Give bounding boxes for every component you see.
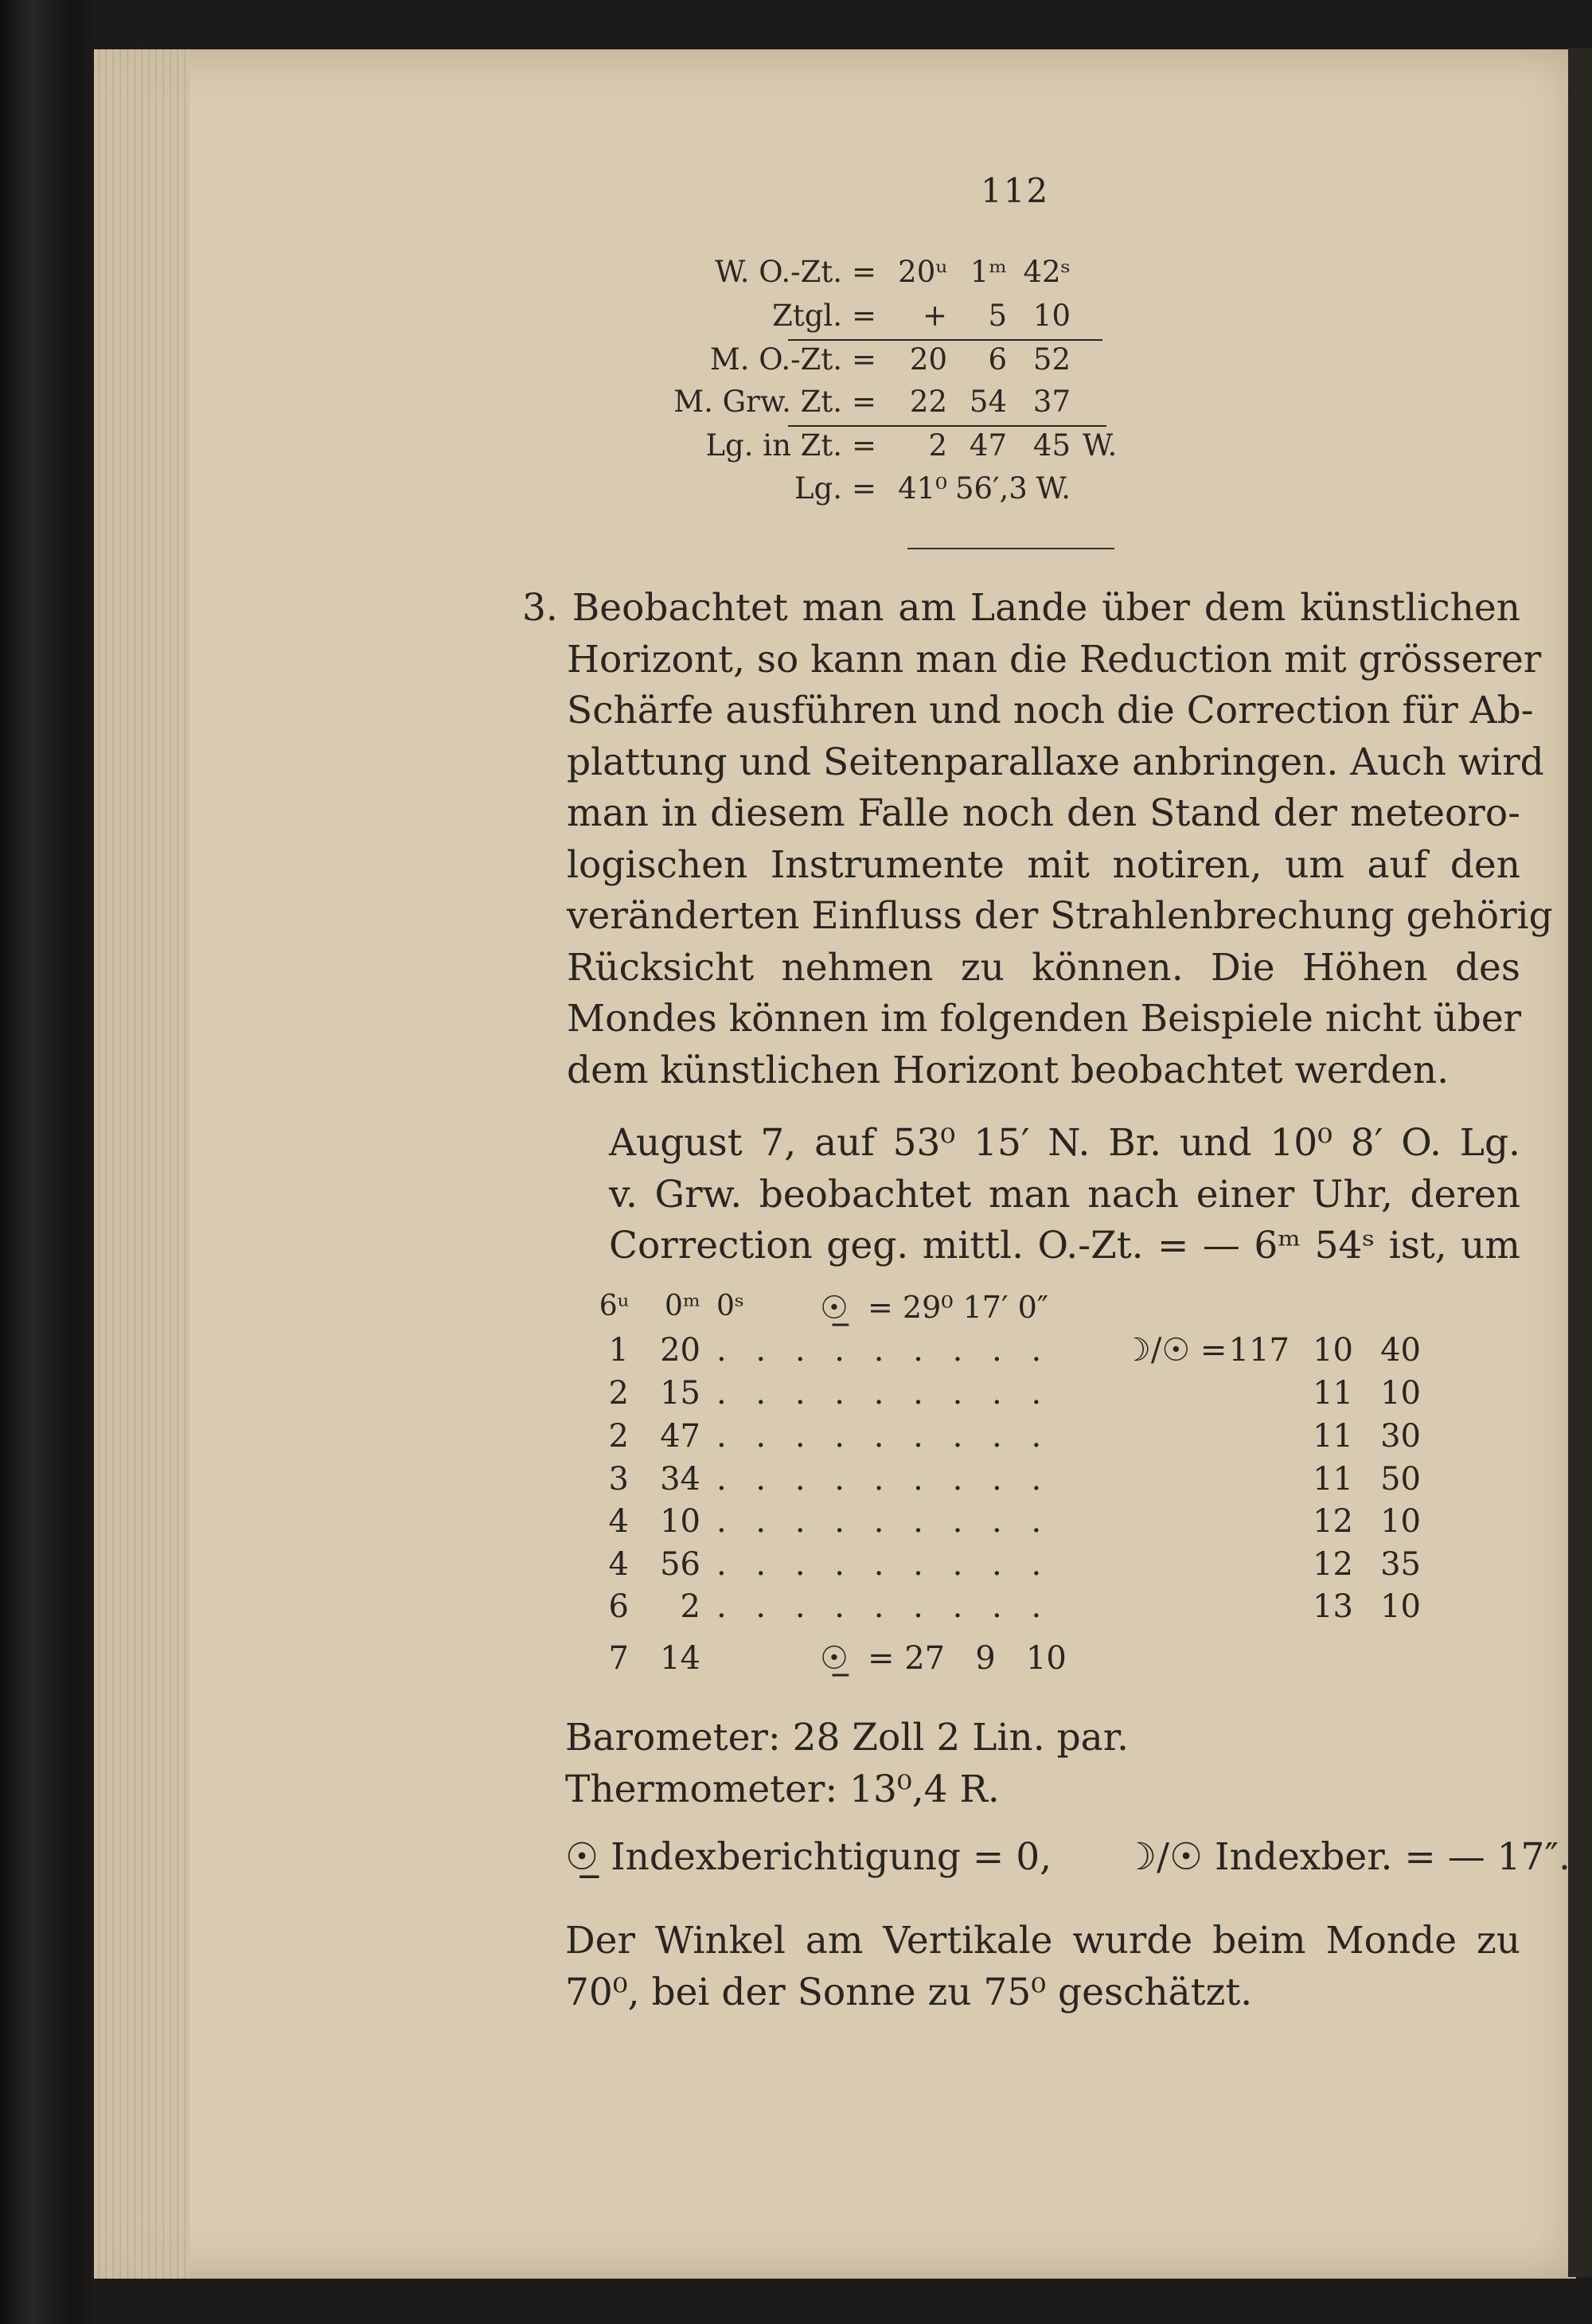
obs-minute: 14 — [660, 1640, 700, 1677]
calc-row — [708, 299, 1202, 337]
thermometer-reading: Thermometer: 13⁰,4 R. — [565, 1767, 1000, 1811]
text-line: logischen Instrumente mit notiren, um auf den — [567, 842, 1520, 887]
calc-label: M. O.-Zt. — [709, 342, 842, 377]
index-correction-line — [565, 1835, 1571, 1879]
calc-hours: 2 — [928, 428, 947, 463]
obs-minute: 2 — [680, 1588, 700, 1625]
calc-minutes: 54 — [969, 385, 1007, 419]
obs-arcsec: 40 — [1380, 1332, 1421, 1369]
obs-minute: 0ᵐ — [665, 1290, 700, 1322]
calc-seconds: 37 — [1032, 385, 1071, 419]
text-line: Horizont, so kann man die Reduction mit grösserer — [567, 637, 1542, 682]
calc-direction: W. — [1036, 471, 1071, 506]
calc-eq: = — [852, 255, 877, 289]
obs-hour: 2 — [608, 1418, 629, 1455]
calc-degrees: 41⁰ — [898, 471, 947, 506]
leader-dots: . . . . . . . . . — [716, 1418, 1052, 1455]
leader-dots: . . . . . . . . . — [716, 1461, 1052, 1498]
calc-eq: = — [852, 385, 877, 419]
obs-minute: 10 — [660, 1503, 700, 1540]
obs-arcmin: 13 — [1313, 1588, 1353, 1625]
obs-arcsec: 10 — [1380, 1588, 1421, 1625]
sun-lower-limb-icon: ☉̲ — [820, 1290, 849, 1326]
calc-row — [705, 428, 1202, 467]
calc-minutes: 47 — [969, 428, 1007, 463]
sun-altitude-value: = 27 9 10 — [868, 1640, 1067, 1677]
leader-dots: . . . . . . . . . — [716, 1546, 1052, 1583]
calc-eq: = — [852, 428, 877, 463]
final-paragraph — [565, 1916, 1520, 2018]
obs-arcsec: 35 — [1380, 1546, 1421, 1583]
example-intro — [609, 1118, 1520, 1272]
calc-hours: 22 — [909, 385, 947, 419]
obs-hour: 3 — [608, 1461, 629, 1498]
moon-sun-distance-label: ☽/☉ = — [1122, 1332, 1227, 1369]
obs-hour: 2 — [608, 1375, 629, 1412]
text-line: Schärfe ausführen und noch die Correction für Ab- — [567, 689, 1534, 732]
text-line: v. Grw. beobachtet man nach einer Uhr, deren — [609, 1172, 1520, 1217]
text-line: Der Winkel am Vertikale wurde beim Monde zu — [565, 1919, 1520, 1963]
sun-lower-limb-icon: ☉̲ — [820, 1640, 849, 1677]
obs-minute: 20 — [660, 1332, 700, 1369]
calc-minutes: 5 — [988, 299, 1007, 333]
calc-hours: 20 — [909, 342, 947, 377]
obs-arcmin: 11 — [1313, 1418, 1353, 1455]
calc-row — [708, 255, 1202, 293]
obs-minute: 47 — [660, 1418, 700, 1455]
obs-arcmin: 10 — [1313, 1332, 1353, 1369]
obs-minute: 56 — [660, 1546, 700, 1583]
calc-arcminutes: 56′,3 — [955, 471, 1028, 506]
calc-label: W. O.-Zt. — [715, 255, 842, 289]
calc-row — [708, 471, 1202, 510]
text-line: dem künstlichen Horizont beobachtet werden. — [567, 1048, 1450, 1092]
calc-label: M. Grw. Zt. — [673, 385, 842, 419]
obs-hour: 1 — [608, 1332, 629, 1369]
obs-hour: 6 — [608, 1588, 629, 1625]
calc-minutes: 1ᵐ — [970, 255, 1007, 289]
calc-hours: + — [922, 299, 947, 333]
calc-hours: 20ᵘ — [898, 255, 947, 289]
leader-dots: . . . . . . . . . — [716, 1588, 1052, 1625]
calc-seconds: 45 — [1032, 428, 1071, 463]
moon-index-text: Indexber. = — 17″. — [1215, 1835, 1571, 1879]
obs-arcmin: 11 — [1313, 1461, 1353, 1498]
calc-label: Lg. in Zt. — [705, 428, 842, 463]
calc-seconds: 10 — [1032, 299, 1071, 333]
calc-eq: = — [852, 471, 877, 506]
obs-minute: 15 — [660, 1375, 700, 1412]
page-edges — [94, 49, 189, 2279]
obs-second: 0ˢ — [716, 1290, 745, 1322]
obs-arcsec: 30 — [1380, 1418, 1421, 1455]
obs-arcsec: 10 — [1380, 1503, 1421, 1540]
calc-direction: W. — [1083, 428, 1118, 463]
calc-eq: = — [852, 342, 877, 377]
obs-arcmin: 11 — [1313, 1375, 1353, 1412]
section-separator — [907, 548, 1114, 549]
text-line: 70⁰, bei der Sonne zu 75⁰ geschätzt. — [565, 1970, 1253, 2014]
page-number: 112 — [981, 171, 1050, 210]
obs-hour: 4 — [608, 1546, 629, 1583]
calc-seconds: 52 — [1032, 342, 1071, 377]
obs-arcsec: 50 — [1380, 1461, 1421, 1498]
text-line: Mondes können im folgenden Beispiele nicht über — [567, 997, 1522, 1041]
leader-dots: . . . . . . . . . — [716, 1375, 1052, 1412]
text-line: plattung und Seitenparallaxe anbringen. Auch wird — [567, 740, 1544, 784]
paragraph-3 — [522, 583, 1553, 1096]
text-line: veränderten Einfluss der Strahlenbrechung gehörig — [567, 894, 1553, 938]
obs-minute: 34 — [660, 1461, 700, 1498]
text-line: Correction geg. mittl. O.-Zt. = — 6ᵐ 54ˢ ist, um — [609, 1224, 1520, 1267]
sun-altitude-value: = 29⁰ 17′ 0″ — [868, 1290, 1049, 1325]
sun-index-text: Indexberichtigung = 0, — [611, 1835, 1052, 1879]
text-line: Rücksicht nehmen zu können. Die Höhen des — [567, 945, 1520, 990]
calc-row — [708, 342, 1202, 381]
sun-lower-limb-icon: ☉̲ — [565, 1835, 599, 1879]
leader-dots: . . . . . . . . . — [716, 1503, 1052, 1540]
obs-hour: 4 — [608, 1503, 629, 1540]
leader-dots: . . . . . . . . . — [716, 1332, 1052, 1369]
difference-rule — [788, 425, 1106, 427]
obs-arcmin: 12 — [1313, 1546, 1353, 1583]
text-line: 3. Beobachtet man am Lande über dem künstlichen — [522, 586, 1520, 630]
calc-minutes: 6 — [988, 342, 1007, 377]
calc-label: Lg. — [794, 471, 842, 506]
calc-eq: = — [852, 299, 877, 333]
calc-seconds: 42ˢ — [1023, 255, 1071, 289]
text-line: man in diesem Falle noch den Stand der meteoro- — [567, 791, 1520, 835]
text-line: August 7, auf 53⁰ 15′ N. Br. und 10⁰ 8′ O. Lg. — [609, 1121, 1520, 1165]
obs-arcmin: 12 — [1313, 1503, 1353, 1540]
obs-hour: 7 — [608, 1640, 629, 1677]
book-spine-edge — [1568, 48, 1592, 2277]
obs-arcsec: 10 — [1380, 1375, 1421, 1412]
sum-rule — [788, 339, 1102, 341]
calc-label: Ztgl. — [772, 299, 842, 333]
barometer-reading: Barometer: 28 Zoll 2 Lin. par. — [565, 1716, 1129, 1760]
calc-row — [673, 385, 1202, 423]
moon-sun-icon: ☽/☉ — [1122, 1835, 1204, 1879]
obs-hour: 6ᵘ — [599, 1290, 629, 1322]
obs-degrees: 117 — [1228, 1332, 1290, 1369]
